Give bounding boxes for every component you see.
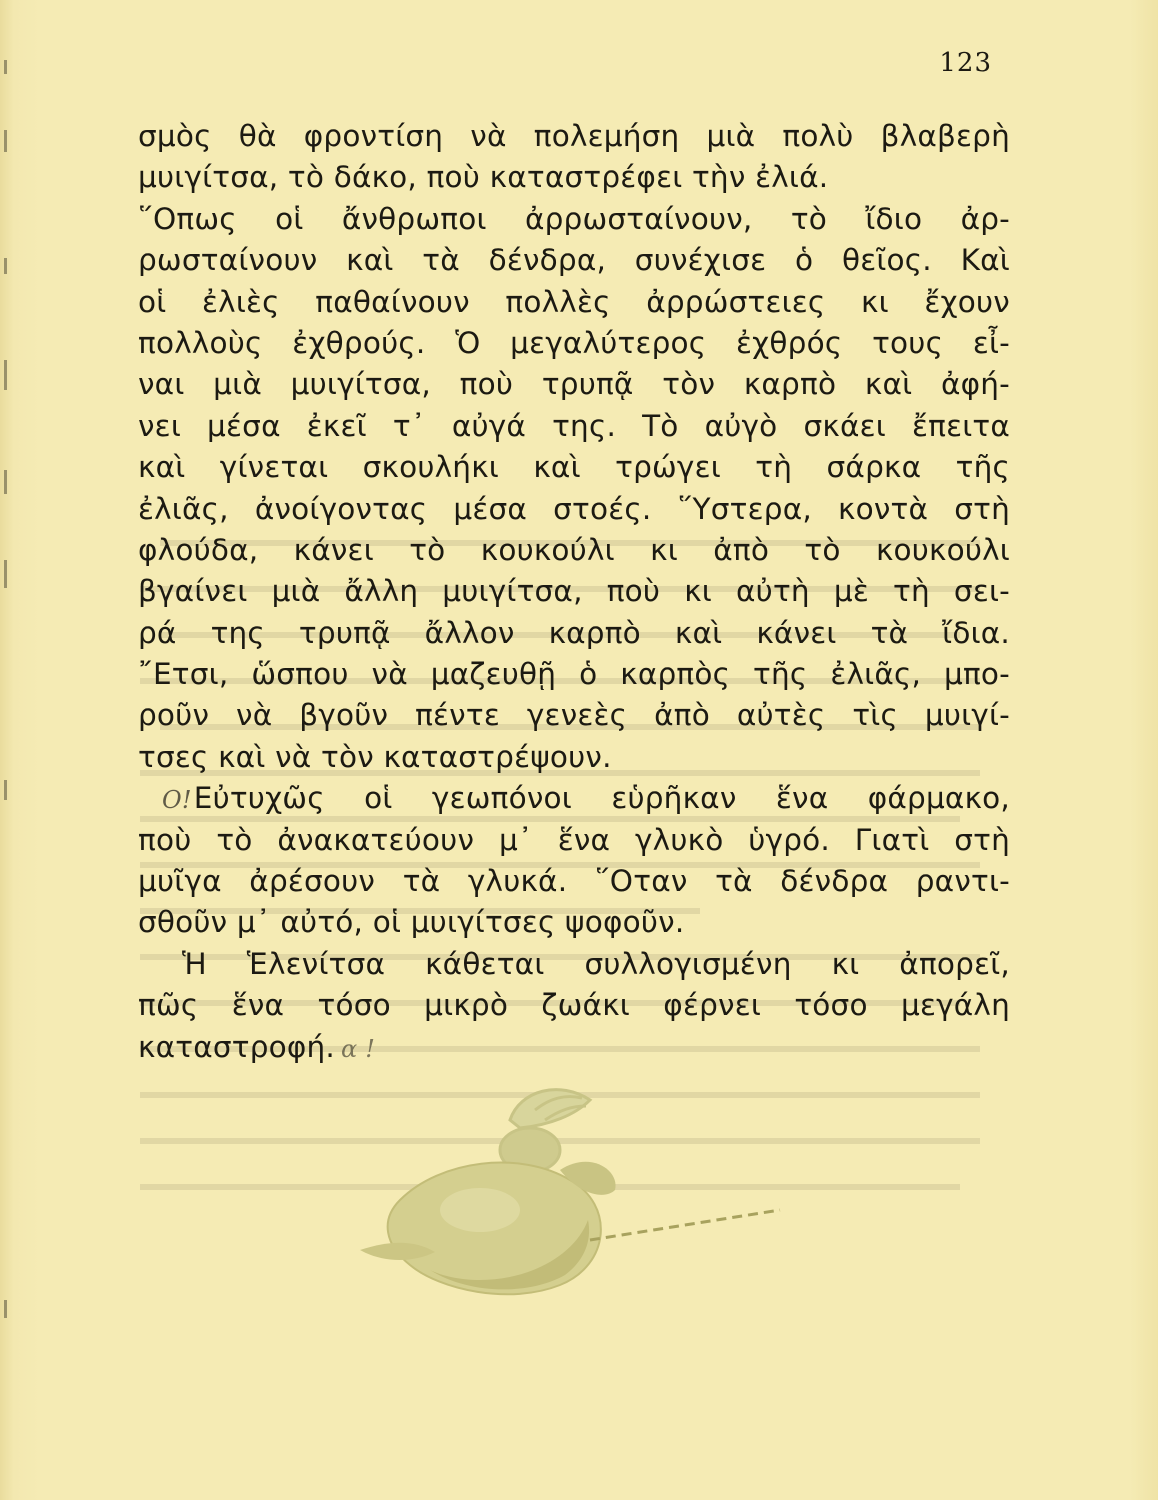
paragraph-end-line — [138, 1027, 1010, 1068]
olive-fruit-icon — [360, 1162, 616, 1295]
text-line: ροῦν νὰ βγοῦν πέντε γενεὲς ἀπὸ αὐτὲς τὶς μυιγί- — [138, 698, 1010, 733]
text-line: πῶς ἕνα τόσο μικρὸ ζωάκι φέρνει τόσο μεγάλη — [138, 988, 1010, 1023]
handwritten-mark: Ο! — [162, 786, 192, 815]
text-line: νει μέσα ἐκεῖ τ᾿ αὐγά της. Τὸ αὐγὸ σκάει ἔπειτα — [138, 408, 1010, 443]
text-line: φλούδα, κάνει τὸ κουκούλι κι ἀπὸ τὸ κουκούλι — [138, 532, 1010, 567]
text-line: ρά της τρυπᾷ ἄλλον καρπὸ καὶ κάνει τὰ ἴδια. — [138, 615, 1010, 650]
paragraph-start-line — [138, 778, 1010, 819]
text-segment: καταστροφή. — [138, 1029, 336, 1064]
text-line: σθοῦν μ᾿ αὐτό, οἱ μυιγίτσες ψοφοῦν. — [138, 905, 685, 940]
text-line: τσες καὶ νὰ τὸν καταστρέψουν. — [138, 739, 612, 774]
text-line: μυιγίτσα, τὸ δάκο, ποὺ καταστρέφει τὴν ἐλιά. — [138, 160, 829, 195]
text-line: ἐλιᾶς, ἀνοίγοντας μέσα στοές. ῞Υστερα, κοντὰ στὴ — [138, 491, 1010, 526]
page-number: 123 — [939, 48, 992, 78]
text-line: ῞Οπως οἱ ἄνθρωποι ἀρρωσταίνουν, τὸ ἴδιο ἀρ- — [138, 201, 1010, 236]
body-text — [138, 116, 1010, 1068]
text-line: πολλοὺς ἐχθρούς. Ὁ μεγαλύτερος ἐχθρός τους εἶ- — [138, 325, 1010, 360]
text-line: ρωσταίνουν καὶ τὰ δένδρα, συνέχισε ὁ θεῖος. Καὶ — [138, 243, 1010, 278]
text-line: ῎Ετσι, ὥσπου νὰ μαζευθῇ ὁ καρπὸς τῆς ἐλιᾶς, μπο- — [138, 657, 1010, 692]
text-line: μυῖγα ἀρέσουν τὰ γλυκά. ῞Οταν τὰ δένδρα ραντι- — [138, 864, 1010, 899]
paragraph-start-line: Ἡ Ἑλενίτσα κάθεται συλλογισμένη κι ἀπορεῖ, — [182, 946, 1010, 981]
text-line: οἱ ἐλιὲς παθαίνουν πολλὲς ἀρρώστειες κι ἔχουν — [138, 284, 1010, 319]
stem-line — [590, 1210, 780, 1240]
text-line: ναι μιὰ μυιγίτσα, ποὺ τρυπᾷ τὸν καρπὸ καὶ ἀφή- — [138, 367, 1010, 402]
olive-fly-illustration — [360, 1080, 800, 1310]
text-segment: Εὐτυχῶς οἱ γεωπόνοι εὑρῆκαν ἕνα φάρμακο, — [193, 781, 1010, 816]
binding-edge — [0, 0, 20, 1500]
text-line: βγαίνει μιὰ ἄλλη μυιγίτσα, ποὺ κι αὐτὴ μὲ τὴ σει- — [138, 574, 1010, 609]
text-line: καὶ γίνεται σκουλήκι καὶ τρώγει τὴ σάρκα τῆς — [138, 450, 1010, 485]
text-line: σμὸς θὰ φροντίση νὰ πολεμήση μιὰ πολὺ βλαβερὴ — [138, 119, 1010, 153]
handwritten-mark: α ! — [341, 1034, 376, 1063]
text-line: ποὺ τὸ ἀνακατεύουν μ᾿ ἕνα γλυκὸ ὑγρό. Γιατὶ στὴ — [138, 822, 1010, 857]
